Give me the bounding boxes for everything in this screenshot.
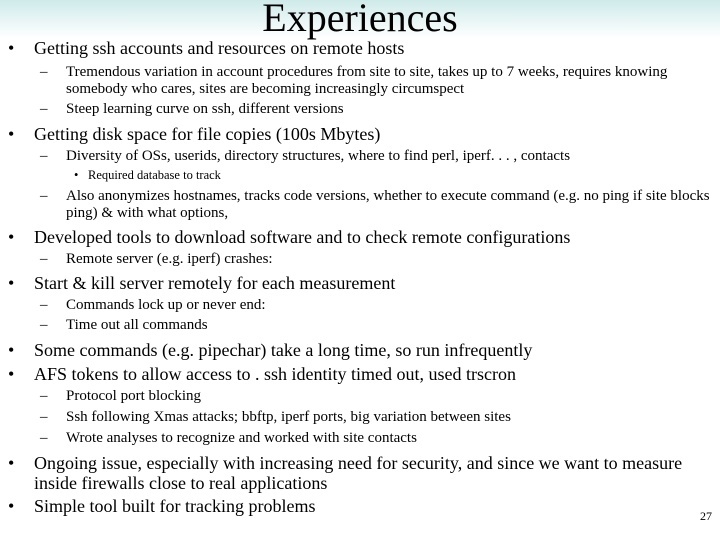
dash-marker: – [40,388,48,404]
list-item [40,409,714,426]
dash-marker: – [40,64,48,80]
bullet-marker: • [8,273,15,293]
list-item-text: Diversity of OSs, userids, directory structures, where to find perl, iperf. . . , contacts [66,148,571,164]
list-item-text: Tremendous variation in account procedures from site to site, takes up to 7 weeks, requires knowing somebody who cares, sites are becoming increasingly circumspect [66,64,668,97]
list-item [8,273,714,293]
dash-marker: – [40,297,48,313]
dash-marker: – [40,101,48,117]
list-item [40,188,714,222]
list-item [40,430,714,447]
bullet-marker: • [8,38,15,58]
list-item-text: Start & kill server remotely for each measurement [34,273,396,293]
list-item-text: Getting ssh accounts and resources on remote hosts [34,38,405,58]
list-item [8,38,714,58]
list-item-text: Remote server (e.g. iperf) crashes: [66,251,273,267]
bullet-marker: • [8,340,15,360]
slide-title: Experiences [262,0,458,40]
dash-marker: – [40,430,48,446]
list-item-text: Time out all commands [66,317,208,333]
list-item [8,340,714,360]
list-item [8,453,714,493]
dash-marker: – [40,317,48,333]
list-item [40,388,714,405]
list-item-text: Developed tools to download software and to check remote configurations [34,227,571,247]
list-item-text: AFS tokens to allow access to . ssh identity timed out, used trscron [34,364,516,384]
list-item-text: Simple tool built for tracking problems [34,496,316,516]
list-item [40,317,714,334]
list-item-text: Wrote analyses to recognize and worked with site contacts [66,430,417,446]
list-item [8,227,714,247]
list-item-text: Some commands (e.g. pipechar) take a long time, so run infrequently [34,340,533,360]
dash-marker: – [40,148,48,164]
list-item [40,251,714,268]
list-item [8,496,714,516]
list-item-text: Also anonymizes hostnames, tracks code versions, whether to execute command (e.g. no ping if site blocks ping) & with what options, [66,188,710,221]
list-item [40,101,714,118]
list-item-text: Ssh following Xmas attacks; bbftp, iperf ports, big variation between sites [66,409,511,425]
bullet-marker: • [8,453,15,473]
list-item-text: Required database to track [88,168,221,182]
list-item [40,297,714,314]
bullet-marker: • [8,227,15,247]
list-item [40,64,714,98]
page-number: 27 [700,509,712,523]
list-item [8,364,714,384]
bullet-marker: • [8,364,15,384]
list-item-text: Getting disk space for file copies (100s Mbytes) [34,124,381,144]
list-item-text: Protocol port blocking [66,388,201,404]
bullet-marker: • [74,168,79,182]
bullet-marker: • [8,124,15,144]
dash-marker: – [40,188,48,204]
dash-marker: – [40,251,48,267]
list-item-text: Steep learning curve on ssh, different versions [66,101,344,117]
list-item-text: Commands lock up or never end: [66,297,266,313]
dash-marker: – [40,409,48,425]
list-item-text: Ongoing issue, especially with increasing need for security, and since we want to measure inside firewalls close to real applications [34,453,683,493]
bullet-marker: • [8,496,15,516]
list-item [74,168,221,183]
list-item [8,124,714,144]
list-item [40,148,714,165]
